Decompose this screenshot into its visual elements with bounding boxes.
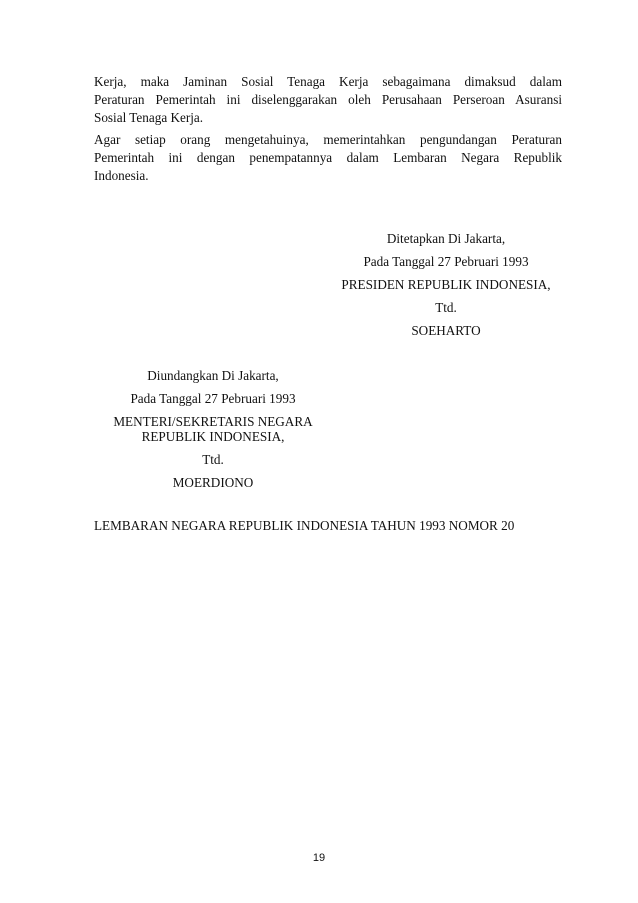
minister-title-line-1: MENTERI/SEKRETARIS NEGARA [113, 414, 313, 429]
gazette-reference: LEMBARAN NEGARA REPUBLIK INDONESIA TAHUN 1993 NOMOR 20 [94, 518, 515, 533]
president-place: Ditetapkan Di Jakarta, [386, 231, 506, 246]
paragraph-line: Peraturan Pemerintah ini diselenggarakan oleh Perusahaan Perseroan Asuransi [94, 92, 562, 107]
president-date: Pada Tanggal 27 Pebruari 1993 [363, 254, 529, 269]
minister-title-line-2: REPUBLIK INDONESIA, [141, 429, 285, 444]
paragraph-line: Kerja, maka Jaminan Sosial Tenaga Kerja sebagaimana dimaksud dalam [94, 74, 562, 89]
paragraph-line: Indonesia. [94, 168, 149, 183]
minister-ttd: Ttd. [202, 452, 224, 467]
president-title: PRESIDEN REPUBLIK INDONESIA, [341, 277, 551, 292]
minister-date: Pada Tanggal 27 Pebruari 1993 [130, 391, 296, 406]
paragraph-closing-clause [94, 73, 562, 127]
paragraph-line: Sosial Tenaga Kerja. [94, 110, 204, 125]
page-number: 19 [312, 852, 326, 864]
president-name: SOEHARTO [411, 323, 481, 338]
paragraph-promulgation [94, 131, 562, 185]
president-ttd: Ttd. [435, 300, 457, 315]
minister-name: MOERDIONO [172, 475, 254, 490]
minister-place: Diundangkan Di Jakarta, [147, 368, 279, 383]
paragraph-line: Agar setiap orang mengetahuinya, memerintahkan pengundangan Peraturan [94, 132, 562, 147]
paragraph-line: Pemerintah ini dengan penempatannya dalam Lembaran Negara Republik [94, 150, 562, 165]
